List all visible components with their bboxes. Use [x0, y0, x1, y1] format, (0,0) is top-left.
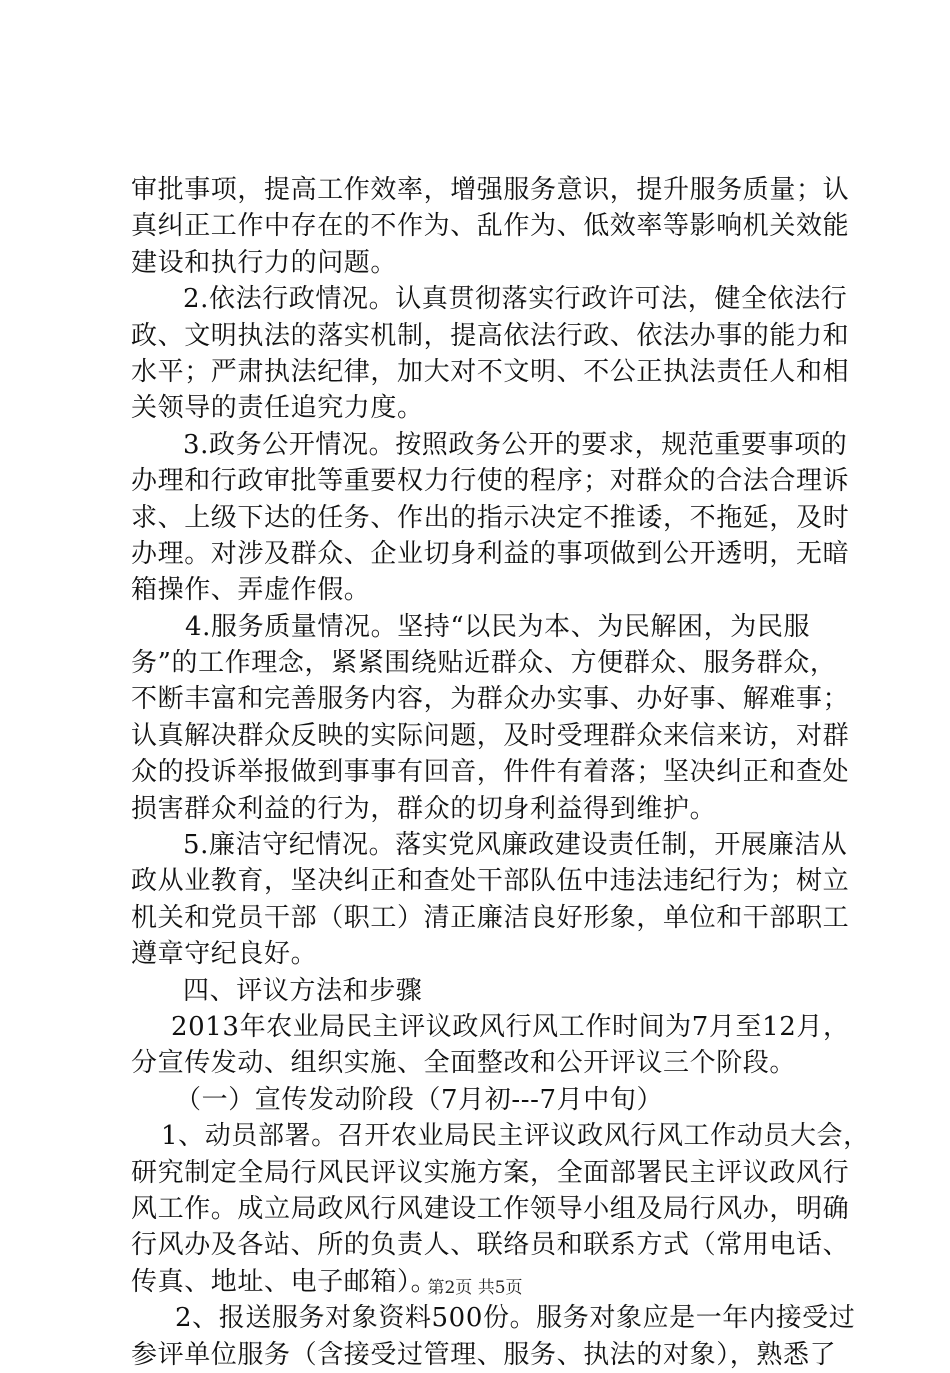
text-line: 关领导的责任追究力度。: [131, 393, 424, 424]
document-body: [131, 172, 870, 1373]
text-line: 政从业教育，坚决纠正和查处干部队伍中违法违纪行为；树立: [131, 866, 850, 897]
text-line: 1、动员部署。召开农业局民主评议政风行风工作动员大会，: [161, 1121, 870, 1152]
text-line: 水平；严肃执法纪律，加大对不文明、不公正执法责任人和相: [131, 356, 850, 387]
text-line: 2.依法行政情况。认真贯彻落实行政许可法，健全依法行: [183, 284, 848, 315]
text-line: 建设和执行力的问题。: [131, 247, 398, 278]
text-line: 风工作。成立局政风行风建设工作领导小组及局行风办，明确: [131, 1193, 850, 1224]
text-line: 2013年农业局民主评议政风行风工作时间为7月至12月，: [171, 1011, 850, 1042]
text-line: 损害群众利益的行为，群众的切身利益得到维护。: [131, 793, 717, 824]
text-line: 4.服务质量情况。坚持“以民为本、为民解困，为民服: [185, 611, 811, 642]
text-line: 办理和行政审批等重要权力行使的程序；对群众的合法合理诉: [131, 466, 850, 497]
text-line: 参评单位服务（含接受过管理、服务、执法的对象），熟悉了: [131, 1339, 837, 1370]
text-line: 箱操作、弄虚作假。: [131, 575, 371, 606]
text-line: 不断丰富和完善服务内容，为群众办实事、办好事、解难事；: [131, 684, 850, 715]
text-line: 认真解决群众反映的实际问题，及时受理群众来信来访，对群: [131, 720, 850, 751]
text-line: 遵章守纪良好。: [131, 939, 318, 970]
text-line: 政、文明执法的落实机制，提高依法行政、依法办事的能力和: [131, 320, 850, 351]
text-line: 机关和党员干部（职工）清正廉洁良好形象，单位和干部职工: [131, 902, 850, 933]
text-line: 务”的工作理念，紧紧围绕贴近群众、方便群众、服务群众，: [131, 648, 837, 679]
text-line: 真纠正工作中存在的不作为、乱作为、低效率等影响机关效能: [131, 211, 850, 242]
text-line: 求、上级下达的任务、作出的指示决定不推诿，不拖延，及时: [131, 502, 850, 533]
text-line: （一）宣传发动阶段（7月初---7月中旬）: [175, 1084, 664, 1115]
text-line: 四、评议方法和步骤: [183, 975, 423, 1006]
text-line: 3.政务公开情况。按照政务公开的要求，规范重要事项的: [183, 429, 848, 460]
text-line: 5.廉洁守纪情况。落实党风廉政建设责任制，开展廉洁从: [183, 830, 848, 861]
text-line: 行风办及各站、所的负责人、联络员和联系方式（常用电话、: [131, 1230, 850, 1261]
page-number: 第2页 共5页: [427, 1278, 523, 1298]
text-line: 传真、地址、电子邮箱）。: [131, 1266, 438, 1297]
text-line: 办理。对涉及群众、企业切身利益的事项做到公开透明，无暗: [131, 538, 850, 569]
text-line: 2、报送服务对象资料500份。服务对象应是一年内接受过: [175, 1303, 856, 1334]
text-line: 众的投诉举报做到事事有回音，件件有着落；坚决纠正和查处: [131, 757, 850, 788]
text-line: 审批事项，提高工作效率，增强服务意识，提升服务质量；认: [131, 175, 850, 205]
text-line: 分宣传发动、组织实施、全面整改和公开评议三个阶段。: [131, 1048, 797, 1079]
text-line: 研究制定全局行风民评议实施方案，全面部署民主评议政风行: [131, 1157, 850, 1188]
